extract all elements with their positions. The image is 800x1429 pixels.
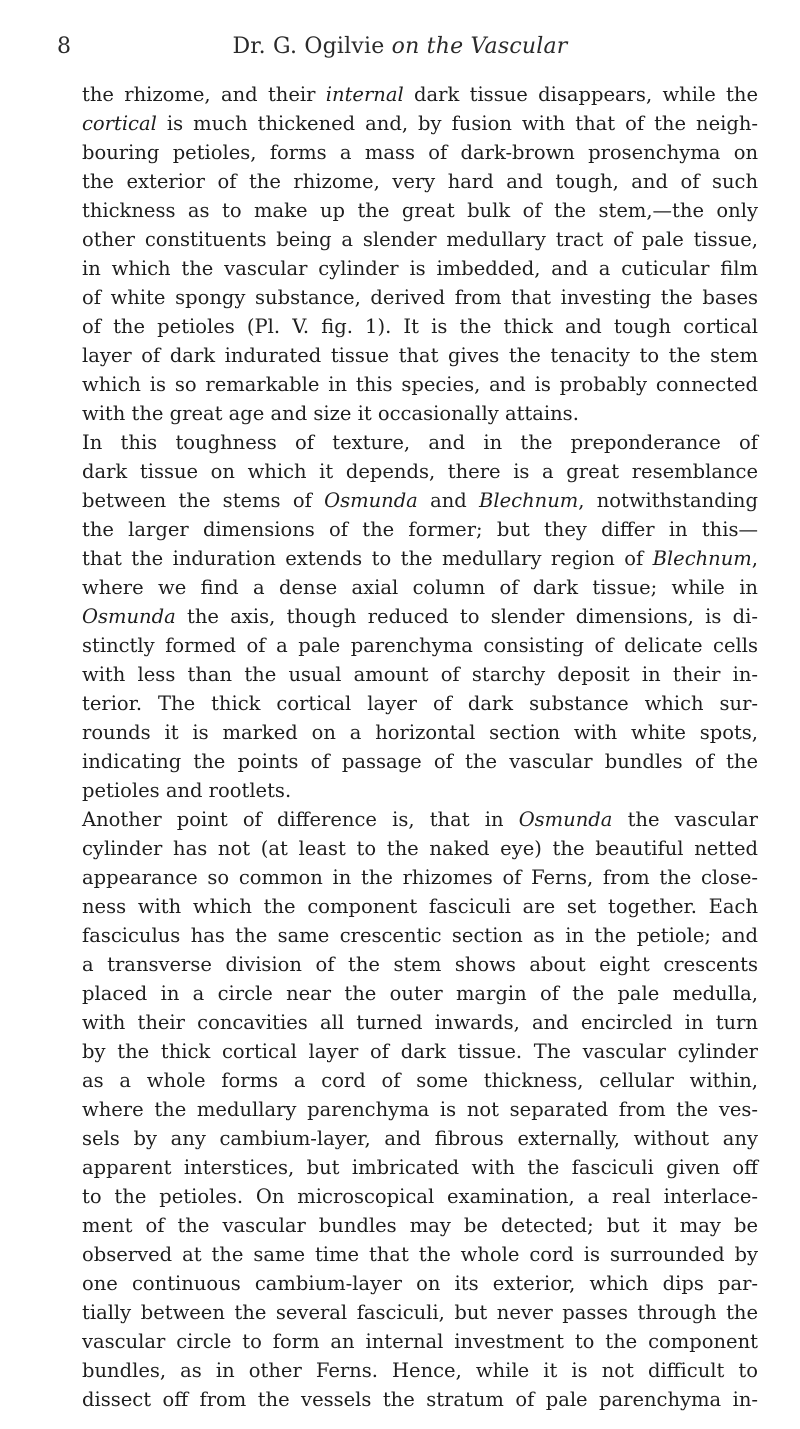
text-line: a transverse division of the stem shows about eight crescents — [82, 953, 758, 976]
text-line: one continuous cambium-layer on its exterior, which dips par- — [82, 1272, 758, 1295]
text-line: In this toughness of texture, and in the preponderance of — [82, 431, 758, 454]
text-line: to the petioles. On microscopical examination, a real interlace- — [82, 1185, 758, 1208]
text-line: the larger dimensions of the former; but they differ in this— — [82, 518, 758, 541]
text-line: by the thick cortical layer of dark tissue. The vascular cylinder — [82, 1040, 758, 1063]
text-line: tially between the several fasciculi, but never passes through the — [82, 1301, 758, 1324]
text-line: apparent interstices, but imbricated with the fasciculi given off — [82, 1156, 758, 1179]
body-text — [82, 80, 758, 1414]
text-line: bundles, as in other Ferns. Hence, while it is not difficult to — [82, 1359, 758, 1382]
text-line: dark tissue on which it depends, there is a great resemblance — [82, 460, 758, 483]
text-line: fasciculus has the same crescentic section as in the petiole; and — [82, 924, 758, 947]
running-head-title: on the Vascular — [391, 34, 568, 59]
text-line: between the stems of Osmunda and Blechnum, notwithstanding — [82, 489, 758, 512]
text-line: with the great age and size it occasionally attains. — [82, 402, 579, 425]
text-line: observed at the same time that the whole cord is surrounded by — [82, 1243, 758, 1266]
text-line: of the petioles (Pl. V. fig. 1). It is the thick and tough cortical — [82, 315, 758, 338]
text-line: other constituents being a slender medullary tract of pale tissue, — [82, 228, 758, 251]
text-line: indicating the points of passage of the vascular bundles of the — [82, 750, 758, 773]
text-line: ness with which the component fasciculi are set together. Each — [82, 895, 758, 918]
running-head-author: Dr. G. Ogilvie — [232, 34, 385, 59]
text-line: with less than the usual amount of starchy deposit in their in- — [82, 663, 758, 686]
text-line: where the medullary parenchyma is not separated from the ves- — [82, 1098, 758, 1121]
text-line: Another point of difference is, that in Osmunda the vascular — [82, 808, 758, 831]
text-line: bouring petioles, forms a mass of dark-brown prosenchyma on — [82, 141, 758, 164]
text-line: that the induration extends to the medullary region of Blechnum, — [82, 547, 758, 570]
text-line: petioles and rootlets. — [82, 779, 292, 802]
text-line: appearance so common in the rhizomes of Ferns, from the close- — [82, 866, 758, 889]
text-line: the rhizome, and their internal dark tissue disappears, while the — [82, 83, 758, 106]
text-line: in which the vascular cylinder is imbedded, and a cuticular film — [82, 257, 758, 280]
text-line: Osmunda the axis, though reduced to slender dimensions, is di- — [82, 605, 758, 628]
text-line: ment of the vascular bundles may be detected; but it may be — [82, 1214, 758, 1237]
text-line: cortical is much thickened and, by fusion with that of the neigh- — [82, 112, 758, 135]
text-line: layer of dark indurated tissue that gives the tenacity to the stem — [82, 344, 758, 367]
text-line: stinctly formed of a pale parenchyma consisting of delicate cells — [82, 634, 758, 657]
text-line: with their concavities all turned inwards, and encircled in turn — [82, 1011, 758, 1034]
text-line: rounds it is marked on a horizontal section with white spots, — [82, 721, 758, 744]
text-line: sels by any cambium-layer, and fibrous externally, without any — [82, 1127, 758, 1150]
running-head — [0, 34, 800, 59]
page-number: 8 — [57, 34, 71, 59]
text-line: vascular circle to form an internal investment to the component — [82, 1330, 758, 1353]
text-line: thickness as to make up the great bulk of the stem,—the only — [82, 199, 758, 222]
text-line: terior. The thick cortical layer of dark substance which sur- — [82, 692, 758, 715]
text-line: of white spongy substance, derived from that investing the bases — [82, 286, 758, 309]
text-line: dissect off from the vessels the stratum of pale parenchyma in- — [82, 1388, 758, 1411]
text-line: the exterior of the rhizome, very hard and tough, and of such — [82, 170, 758, 193]
text-line: which is so remarkable in this species, and is probably connected — [82, 373, 758, 396]
text-line: as a whole forms a cord of some thickness, cellular within, — [82, 1069, 758, 1092]
text-line: placed in a circle near the outer margin of the pale medulla, — [82, 982, 758, 1005]
text-line: cylinder has not (at least to the naked eye) the beautiful netted — [82, 837, 758, 860]
text-line: where we find a dense axial column of dark tissue; while in — [82, 576, 758, 599]
